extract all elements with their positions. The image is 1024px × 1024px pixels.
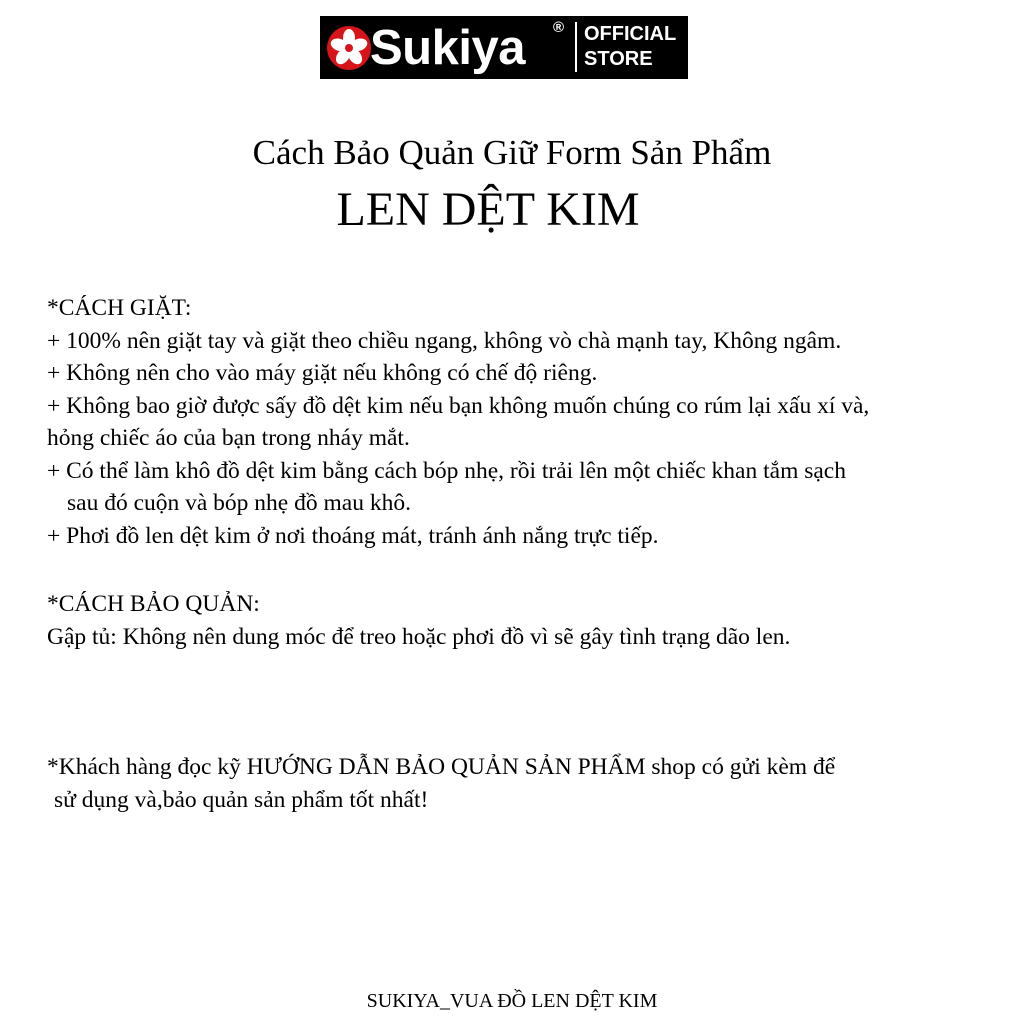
washing-heading: *CÁCH GIẶT: xyxy=(47,295,192,321)
logo-divider xyxy=(575,22,577,72)
washing-line: + Không bao giờ được sấy đồ dệt kim nếu bạn không muốn chúng co rúm lại xấu xí và, xyxy=(47,392,870,419)
washing-line: + Phơi đồ len dệt kim ở nơi thoáng mát, tránh ánh nắng trực tiếp. xyxy=(47,522,659,549)
note-line: *Khách hàng đọc kỹ HƯỚNG DẪN BẢO QUẢN SẢN PHẨM shop có gửi kèm để xyxy=(47,754,836,780)
logo-brand-text: Sukiya xyxy=(370,21,525,75)
note-line: sử dụng và,bảo quản sản phẩm tốt nhất! xyxy=(54,786,429,813)
page-subtitle: LEN DỆT KIM xyxy=(336,183,640,236)
storage-section xyxy=(47,588,790,653)
storage-line: Gập tủ: Không nên dung móc để treo hoặc phơi đồ vì sẽ gây tình trạng dão len. xyxy=(47,623,791,650)
washing-line: + Không nên cho vào máy giặt nếu không có chế độ riêng. xyxy=(47,360,598,386)
washing-line: + 100% nên giặt tay và giặt theo chiều ngang, không vò chà mạnh tay, Không ngâm. xyxy=(47,327,842,354)
washing-section xyxy=(47,292,869,552)
storage-heading: *CÁCH BẢO QUẢN: xyxy=(47,591,260,617)
footer-text: SUKIYA_VUA ĐỒ LEN DỆT KIM xyxy=(366,990,658,1012)
customer-note xyxy=(47,751,835,816)
page-title: Cách Bảo Quản Giữ Form Sản Phẩm xyxy=(252,133,772,172)
logo-store-line1: OFFICIAL xyxy=(584,23,677,45)
sakura-flower-icon xyxy=(326,25,372,71)
washing-line: hỏng chiếc áo của bạn trong nháy mắt. xyxy=(47,425,410,451)
washing-line: sau đó cuộn và bóp nhẹ đồ mau khô. xyxy=(67,490,411,516)
logo-store-label xyxy=(584,22,688,72)
store-logo xyxy=(320,16,688,79)
washing-line: + Có thể làm khô đồ dệt kim bằng cách bóp nhẹ, rồi trải lên một chiếc khan tắm sạch xyxy=(47,457,846,484)
logo-store-line2: STORE xyxy=(584,48,653,70)
registered-mark: ® xyxy=(553,19,565,36)
